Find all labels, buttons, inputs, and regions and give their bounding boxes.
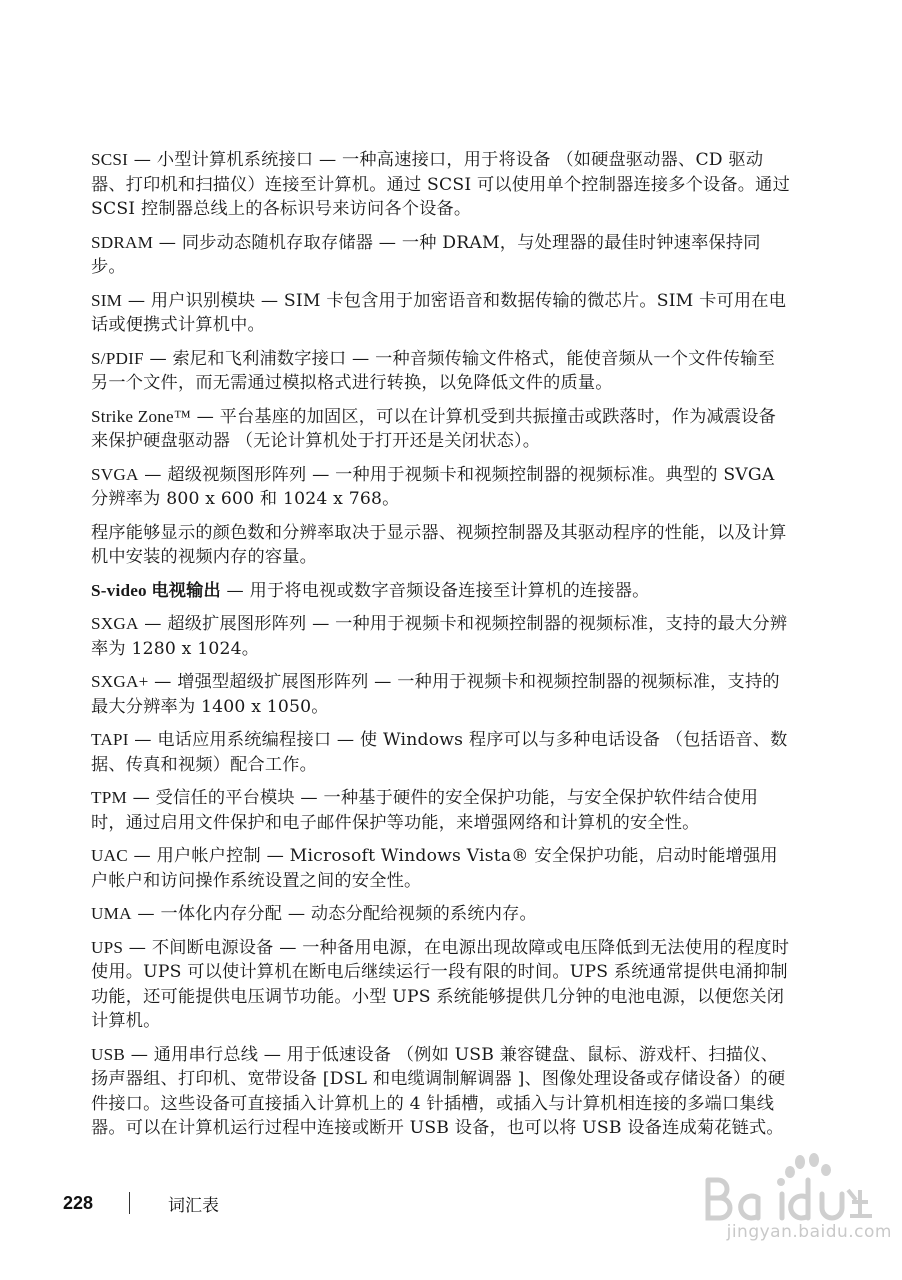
glossary-note-paragraph: [91, 521, 791, 570]
glossary-entry: SXGA+ — 增强型超级扩展图形阵列 — 一种用于视频卡和视频控制器的视频标准，支持的最大分辨率为 1400 x 1050。: [91, 672, 780, 717]
glossary-definition: 受信任的平台模块 — 一种基于硬件的安全保护功能，与安全保护软件结合使用时，通过启用文件保护和电子邮件保护等功能，来增强网络和计算机的安全性。: [91, 788, 759, 833]
glossary-definition: 同步动态随机存取存储器 — 一种 DRAM，与处理器的最佳时钟速率保持同步。: [91, 232, 761, 277]
section-title: 词汇表: [168, 1195, 220, 1216]
baidu-jingyan-watermark-logo: [680, 1150, 880, 1270]
glossary-term: SCSI: [91, 150, 129, 169]
glossary-entry: UMA — 一体化内存分配 — 动态分配给视频的系统内存。: [91, 904, 537, 924]
glossary-definition: 一体化内存分配 — 动态分配给视频的系统内存。: [160, 904, 537, 924]
glossary-term: SDRAM: [91, 232, 154, 252]
glossary-entry: SIM — 用户识别模块 — SIM 卡包含用于加密语音和数据传输的微芯片。SIM 卡可用在电话或便携式计算机中。: [91, 290, 787, 335]
glossary-term: SIM: [91, 290, 123, 310]
glossary-definition: 索尼和飞利浦数字接口 — 一种音频传输文件格式，能使音频从一个文件传输至另一个文件，而无需通过模拟格式进行转换，以免降低文件的质量。: [91, 348, 776, 393]
glossary-definition: 平台基座的加固区，可以在计算机受到共振撞击或跌落时，作为减震设备来保护硬盘驱动器 （无论计算机处于打开还是关闭状态）。: [91, 406, 777, 451]
glossary-entry: SDRAM — 同步动态随机存取存储器 — 一种 DRAM，与处理器的最佳时钟速率保持同步。: [91, 232, 761, 277]
glossary-definition: 用于将电视或数字音频设备连接至计算机的连接器。: [249, 580, 650, 601]
glossary-entry: S/PDIF — 索尼和飞利浦数字接口 — 一种音频传输文件格式，能使音频从一个文件传输至另一个文件，而无需通过模拟格式进行转换，以免降低文件的质量。: [91, 348, 776, 393]
glossary-entry: USB — 通用串行总线 — 用于低速设备 （例如 USB 兼容键盘、鼠标、游戏杆、扫描仪、扬声器组、打印机、宽带设备 [DSL 和电缆调制解调器 ]、图像处理设备或存储设备）的硬件接口。这些设备可直接插入计算机上的 4 针插槽，或插入与计算机相连接的多端口集线器。可以在计算机运行过程中连接或断开 USB 设备，也可以将 USB 设备连成菊花链式。: [91, 1044, 786, 1138]
glossary-entry: Strike Zone™ — 平台基座的加固区，可以在计算机受到共振撞击或跌落时，作为减震设备来保护硬盘驱动器 （无论计算机处于打开还是关闭状态）。: [91, 406, 777, 451]
glossary-definition: 不间断电源设备 — 一种备用电源，在电源出现故障或电压降低到无法使用的程度时使用。UPS 可以使计算机在断电后继续运行一段有限的时间。UPS 系统通常提供电涌抑制功能，还可能提供电压调节功能。小型 UPS 系统能够提供几分钟的电池电源，以便您关闭计算机。: [91, 937, 790, 1031]
glossary-entry: SCSI — 小型计算机系统接口 — 一种高速接口，用于将设备 （如硬盘驱动器、CD 驱动器、打印机和扫描仪）连接至计算机。通过 SCSI 可以使用单个控制器连接多个设备。通过 SCSI 控制器总线上的各标识号来访问各个设备。: [91, 150, 790, 219]
glossary-term: Strike Zone™: [91, 406, 191, 426]
glossary-definition: 小型计算机系统接口 — 一种高速接口，用于将设备 （如硬盘驱动器、CD 驱动器、打印机和扫描仪）连接至计算机。通过 SCSI 可以使用单个控制器连接多个设备。通过 SCSI 控制器总线上的各标识号来访问各个设备。: [91, 150, 790, 219]
page-footer: [63, 1190, 219, 1216]
glossary-entry: TPM — 受信任的平台模块 — 一种基于硬件的安全保护功能，与安全保护软件结合使用时，通过启用文件保护和电子邮件保护等功能，来增强网络和计算机的安全性。: [91, 788, 759, 833]
glossary-entry: SVGA — 超级视频图形阵列 — 一种用于视频卡和视频控制器的视频标准。典型的 SVGA 分辨率为 800 x 600 和 1024 x 768。: [91, 464, 775, 509]
glossary-definition: 程序能够显示的颜色数和分辨率取决于显示器、视频控制器及其驱动程序的性能，以及计算机中安装的视频内存的容量。: [91, 522, 787, 567]
page-number: 228: [63, 1192, 94, 1213]
footer-divider: [129, 1192, 130, 1214]
glossary-content: [91, 148, 791, 1150]
glossary-term: TAPI: [91, 730, 129, 749]
glossary-entry: TAPI — 电话应用系统编程接口 — 使 Windows 程序可以与多种电话设备 （包括语音、数据、传真和视频）配合工作。: [91, 730, 788, 775]
glossary-entry: SXGA — 超级扩展图形阵列 — 一种用于视频卡和视频控制器的视频标准，支持的最大分辨率为 1280 x 1024。: [91, 614, 788, 659]
glossary-entry: UPS — 不间断电源设备 — 一种备用电源，在电源出现故障或电压降低到无法使用的程度时使用。UPS 可以使计算机在断电后继续运行一段有限的时间。UPS 系统通常提供电涌抑制功能，还可能提供电压调节功能。小型 UPS 系统能够提供几分钟的电池电源，以便您关闭计算机。: [91, 937, 790, 1031]
glossary-term: S/PDIF: [91, 348, 144, 368]
glossary-term: UPS: [91, 937, 124, 957]
glossary-term: USB: [91, 1044, 126, 1064]
glossary-definition: 用户帐户控制 — Microsoft Windows Vista® 安全保护功能，启动时能增强用户帐户和访问操作系统设置之间的安全性。: [91, 846, 778, 891]
glossary-definition: 超级视频图形阵列 — 一种用于视频卡和视频控制器的视频标准。典型的 SVGA 分辨率为 800 x 600 和 1024 x 768。: [91, 464, 775, 509]
glossary-entry: UAC — 用户帐户控制 — Microsoft Windows Vista® 安全保护功能，启动时能增强用户帐户和访问操作系统设置之间的安全性。: [91, 846, 778, 891]
watermark-url: jingyan.baidu.com: [726, 1222, 892, 1242]
glossary-term: S-video 电视输出: [91, 580, 221, 600]
glossary-term: SXGA+: [91, 672, 149, 691]
glossary-term: UAC: [91, 846, 128, 865]
glossary-term: SXGA: [91, 614, 139, 633]
glossary-term: UMA: [91, 904, 132, 923]
glossary-entry: S-video 电视输出 — 用于将电视或数字音频设备连接至计算机的连接器。: [91, 580, 650, 601]
glossary-definition: 用户识别模块 — SIM 卡包含用于加密语音和数据传输的微芯片。SIM 卡可用在电话或便携式计算机中。: [91, 290, 787, 335]
glossary-definition: 通用串行总线 — 用于低速设备 （例如 USB 兼容键盘、鼠标、游戏杆、扫描仪、扬声器组、打印机、宽带设备 [DSL 和电缆调制解调器 ]、图像处理设备或存储设备）的硬件接口。这些设备可直接插入计算机上的 4 针插槽，或插入与计算机相连接的多端口集线器。可以在计算机运行过程中连接或断开 USB 设备，也可以将 USB 设备连成菊花链式。: [91, 1044, 786, 1138]
glossary-definition: 电话应用系统编程接口 — 使 Windows 程序可以与多种电话设备 （包括语音、数据、传真和视频）配合工作。: [91, 730, 788, 775]
glossary-term: TPM: [91, 788, 127, 807]
glossary-term: SVGA: [91, 464, 139, 484]
glossary-definition: 增强型超级扩展图形阵列 — 一种用于视频卡和视频控制器的视频标准，支持的最大分辨率为 1400 x 1050。: [91, 672, 780, 717]
glossary-definition: 超级扩展图形阵列 — 一种用于视频卡和视频控制器的视频标准，支持的最大分辨率为 1280 x 1024。: [91, 614, 788, 659]
